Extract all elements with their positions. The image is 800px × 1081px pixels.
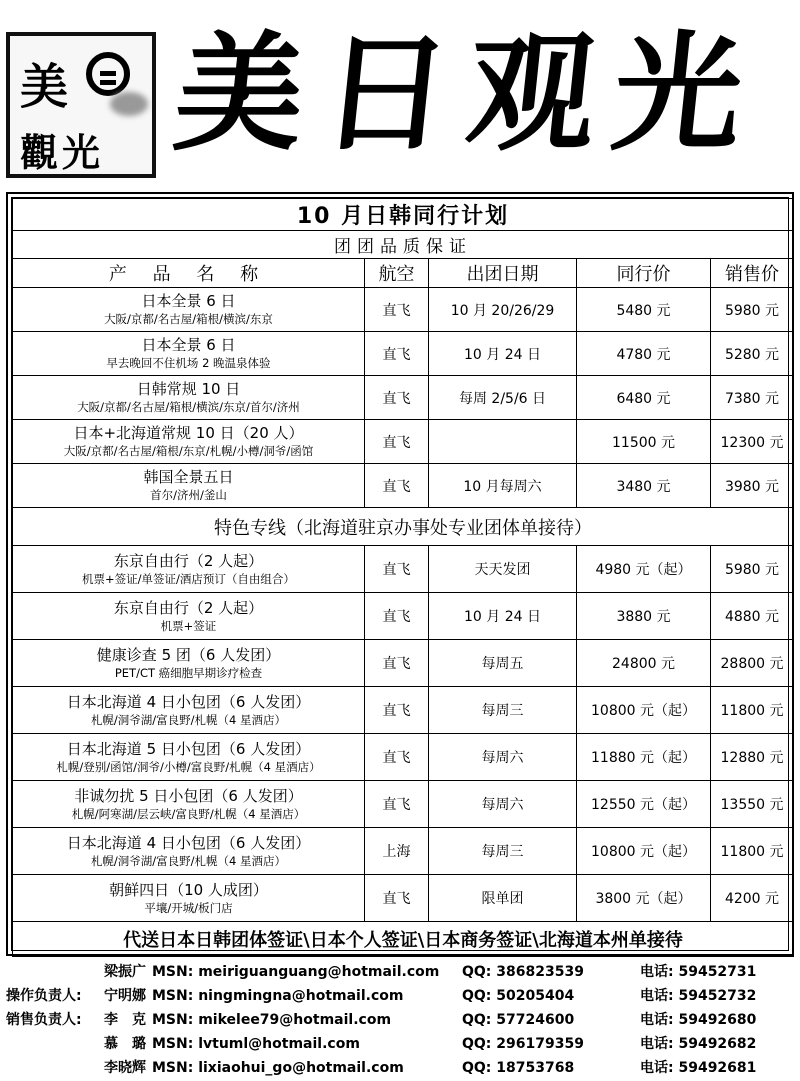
date-cell: 10 月每周六	[429, 464, 577, 508]
col-header-trade-price: 同行价	[577, 259, 711, 288]
retail-price-cell: 5280 元	[711, 332, 794, 376]
trade-price-cell: 10800 元（起）	[577, 687, 711, 734]
table-row	[13, 640, 794, 687]
airline-cell: 直飞	[365, 593, 429, 640]
product-name: 朝鲜四日（10 人成团）	[109, 880, 268, 899]
airline-cell: 直飞	[365, 640, 429, 687]
col-header-retail-price: 销售价	[711, 259, 794, 288]
logo-subtitle: 觀光	[20, 130, 105, 175]
date-cell: 每周五	[429, 640, 577, 687]
brand-title: 美日观光	[168, 19, 768, 169]
contact-name: 慕 璐	[104, 1036, 146, 1052]
table-row	[13, 288, 794, 332]
product-desc: 札幌/洞爷湖/富良野/札幌（4 星酒店）	[90, 712, 287, 727]
table-row	[13, 546, 794, 593]
product-desc: PET/CT 癌细胞早期诊疗检查	[114, 665, 263, 680]
table-subtitle: 团团品质保证	[13, 231, 794, 259]
contact-phone: 电话: 59492682	[640, 1036, 757, 1052]
airline-cell: 直飞	[365, 687, 429, 734]
retail-price-cell: 11800 元	[711, 828, 794, 875]
product-cell	[13, 875, 365, 922]
product-cell	[13, 288, 365, 332]
schedule-table	[12, 198, 794, 957]
product-cell	[13, 546, 365, 593]
contact-qq: QQ: 296179359	[462, 1036, 584, 1052]
retail-price-cell: 28800 元	[711, 640, 794, 687]
contact-phone: 电话: 59452731	[640, 964, 757, 980]
contact-qq: QQ: 57724600	[462, 1012, 575, 1028]
contact-qq: QQ: 386823539	[462, 964, 584, 980]
contact-row	[0, 1056, 800, 1080]
product-desc: 平壤/开城/板门店	[144, 900, 233, 915]
product-cell	[13, 687, 365, 734]
table-row	[13, 593, 794, 640]
product-cell	[13, 593, 365, 640]
retail-price-cell: 4880 元	[711, 593, 794, 640]
date-cell: 每周 2/5/6 日	[429, 376, 577, 420]
date-cell	[429, 420, 577, 464]
product-name: 日本北海道 4 日小包团（6 人发团）	[66, 692, 311, 711]
contact-phone: 电话: 59492681	[640, 1060, 757, 1076]
product-desc: 大阪/京都/名古屋/箱根/东京/札幌/小樽/洞爷/函馆	[63, 444, 314, 458]
product-name: 日本北海道 5 日小包团（6 人发团）	[66, 739, 311, 758]
table-row	[13, 376, 794, 420]
retail-price-cell: 11800 元	[711, 687, 794, 734]
contact-role: 操作负责人:	[6, 988, 82, 1004]
visa-service-note: 代送日本日韩团体签证\日本个人签证\日本商务签证\北海道本州单接待	[13, 922, 794, 957]
date-cell: 每周六	[429, 734, 577, 781]
airline-cell: 直飞	[365, 376, 429, 420]
contact-name: 李 克	[104, 1012, 146, 1028]
contact-qq: QQ: 50205404	[462, 988, 575, 1004]
contact-row	[0, 960, 800, 984]
retail-price-cell: 12880 元	[711, 734, 794, 781]
retail-price-cell: 4200 元	[711, 875, 794, 922]
product-desc: 札幌/洞爷湖/富良野/札幌（4 星酒店）	[90, 853, 287, 868]
retail-price-cell: 12300 元	[711, 420, 794, 464]
product-cell	[13, 640, 365, 687]
product-name: 日本+北海道常规 10 日（20 人）	[73, 424, 304, 442]
contact-msn: MSN: meiriguanguang@hotmail.com	[152, 964, 440, 980]
date-cell: 每周三	[429, 687, 577, 734]
airline-cell: 直飞	[365, 546, 429, 593]
contact-qq: QQ: 18753768	[462, 1060, 575, 1076]
retail-price-cell: 3980 元	[711, 464, 794, 508]
date-cell: 10 月 24 日	[429, 593, 577, 640]
product-cell	[13, 734, 365, 781]
header-row	[13, 259, 794, 288]
product-desc: 大阪/京都/名古屋/箱根/横滨/东京	[104, 312, 273, 326]
table-row	[13, 734, 794, 781]
sun-icon	[86, 52, 130, 96]
trade-price-cell: 11880 元（起）	[577, 734, 711, 781]
airline-cell: 直飞	[365, 734, 429, 781]
trade-price-cell: 24800 元	[577, 640, 711, 687]
airline-cell: 直飞	[365, 464, 429, 508]
logo-char: 美	[20, 59, 69, 115]
col-header-date: 出团日期	[429, 259, 577, 288]
product-cell	[13, 828, 365, 875]
airline-cell: 直飞	[365, 332, 429, 376]
airline-cell: 直飞	[365, 875, 429, 922]
table-row	[13, 875, 794, 922]
table-row	[13, 828, 794, 875]
special-section-title: 特色专线（北海道驻京办事处专业团体单接待）	[13, 508, 794, 546]
product-desc: 札幌/阿寒湖/层云峡/富良野/札幌（4 星酒店）	[71, 806, 306, 821]
product-name: 东京自由行（2 人起）	[113, 551, 264, 570]
date-cell: 10 月 24 日	[429, 332, 577, 376]
date-cell: 每周六	[429, 781, 577, 828]
contact-row	[0, 984, 800, 1008]
airline-cell: 直飞	[365, 781, 429, 828]
contact-name: 宁明娜	[104, 988, 146, 1004]
contact-msn: MSN: ningmingna@hotmail.com	[152, 988, 404, 1004]
table-row	[13, 687, 794, 734]
trade-price-cell: 10800 元（起）	[577, 828, 711, 875]
trade-price-cell: 3800 元（起）	[577, 875, 711, 922]
airline-cell: 直飞	[365, 288, 429, 332]
retail-price-cell: 13550 元	[711, 781, 794, 828]
contact-name: 梁振广	[104, 964, 146, 980]
retail-price-cell: 5980 元	[711, 288, 794, 332]
product-name: 东京自由行（2 人起）	[113, 598, 264, 617]
contact-msn: MSN: lvtuml@hotmail.com	[152, 1036, 360, 1052]
date-cell: 限单团	[429, 875, 577, 922]
trade-price-cell: 11500 元	[577, 420, 711, 464]
product-cell	[13, 464, 365, 508]
product-desc: 大阪/京都/名古屋/箱根/横滨/东京/首尔/济州	[77, 400, 300, 414]
trade-price-cell: 12550 元（起）	[577, 781, 711, 828]
product-name: 日本全景 6 日	[141, 292, 236, 310]
product-desc: 早去晚回不住机场 2 晚温泉体验	[106, 356, 271, 370]
product-desc: 机票+签证/单签证/酒店预订（自由组合）	[82, 571, 295, 586]
table-row	[13, 781, 794, 828]
product-name: 日本北海道 4 日小包团（6 人发团）	[66, 833, 311, 852]
date-cell: 天天发团	[429, 546, 577, 593]
brand-logo	[6, 32, 156, 178]
col-header-airline: 航空	[365, 259, 429, 288]
product-cell	[13, 781, 365, 828]
product-name: 韩国全景五日	[143, 468, 234, 486]
retail-price-cell: 7380 元	[711, 376, 794, 420]
contact-msn: MSN: lixiaohui_go@hotmail.com	[152, 1060, 404, 1076]
trade-price-cell: 3480 元	[577, 464, 711, 508]
contact-role: 销售负责人:	[6, 1012, 82, 1028]
airline-cell: 直飞	[365, 420, 429, 464]
retail-price-cell: 5980 元	[711, 546, 794, 593]
table-row	[13, 464, 794, 508]
table-row	[13, 332, 794, 376]
contact-row	[0, 1008, 800, 1032]
header	[0, 0, 800, 190]
product-name: 日韩常规 10 日	[136, 380, 241, 398]
col-header-product: 产 品 名 称	[13, 259, 365, 288]
schedule-frame	[6, 192, 794, 956]
trade-price-cell: 6480 元	[577, 376, 711, 420]
trade-price-cell: 5480 元	[577, 288, 711, 332]
product-desc: 首尔/济州/釜山	[150, 488, 227, 502]
product-desc: 机票+签证	[160, 618, 217, 633]
contact-name: 李晓辉	[104, 1060, 146, 1076]
table-title: 10 月日韩同行计划	[13, 199, 794, 231]
trade-price-cell: 4780 元	[577, 332, 711, 376]
contact-msn: MSN: mikelee79@hotmail.com	[152, 1012, 392, 1028]
product-name: 非诚勿扰 5 日小包团（6 人发团）	[74, 786, 303, 805]
airline-cell: 上海	[365, 828, 429, 875]
product-cell	[13, 332, 365, 376]
product-desc: 札幌/登别/函馆/洞爷/小樽/富良野/札幌（4 星酒店）	[56, 759, 321, 774]
trade-price-cell: 3880 元	[577, 593, 711, 640]
product-cell	[13, 376, 365, 420]
contact-phone: 电话: 59452732	[640, 988, 757, 1004]
date-cell: 10 月 20/26/29	[429, 288, 577, 332]
trade-price-cell: 4980 元（起）	[577, 546, 711, 593]
product-name: 健康诊查 5 团（6 人发团）	[96, 645, 281, 664]
contact-phone: 电话: 59492680	[640, 1012, 757, 1028]
table-row	[13, 420, 794, 464]
contacts-section	[0, 958, 800, 1081]
product-cell	[13, 420, 365, 464]
contact-row	[0, 1032, 800, 1056]
product-name: 日本全景 6 日	[141, 336, 236, 354]
ink-blot-icon	[110, 92, 148, 116]
date-cell: 每周三	[429, 828, 577, 875]
